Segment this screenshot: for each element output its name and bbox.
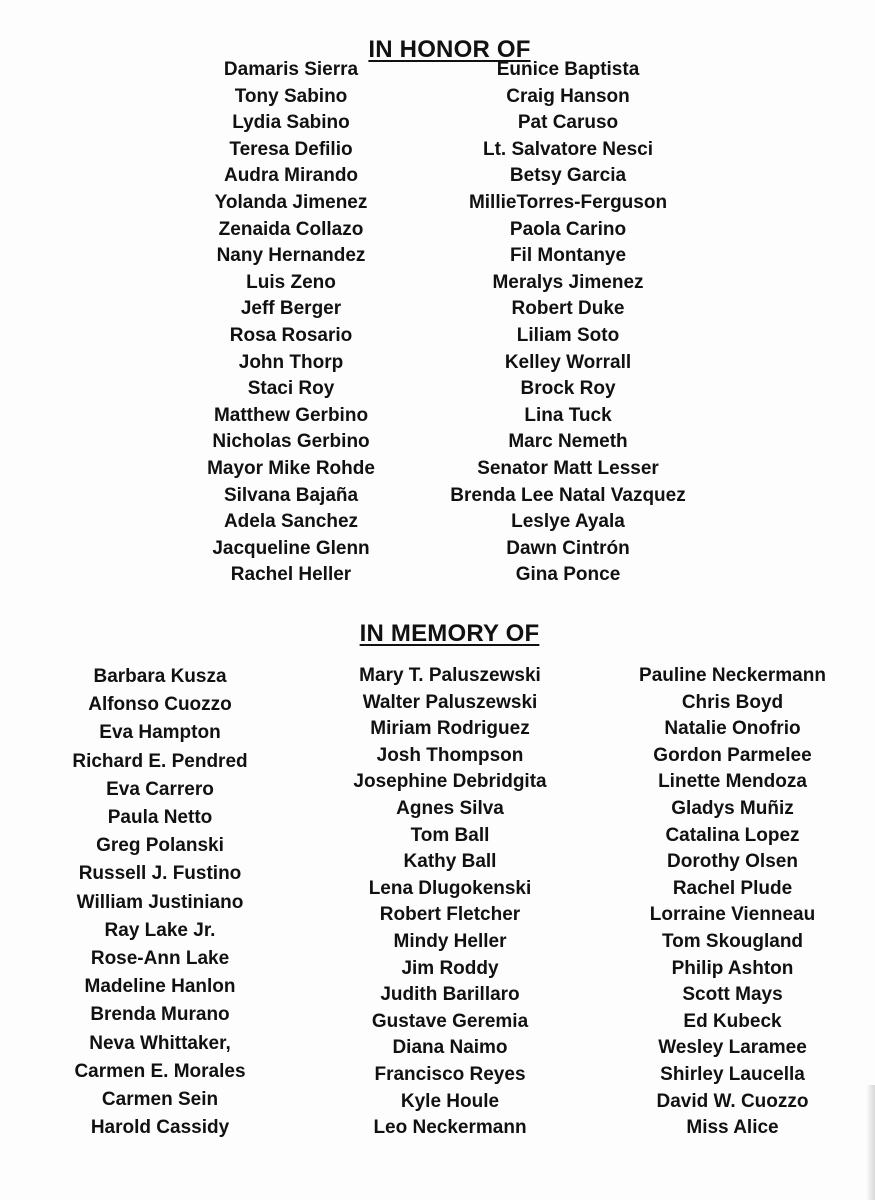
honor-name: Zenaida Collazo (218, 218, 364, 240)
memory-name: David W. Cuozzo (656, 1090, 809, 1112)
memory-name: Madeline Hanlon (84, 976, 236, 998)
honor-name: Nany Hernandez (216, 245, 366, 267)
in-memory-of-heading (12, 620, 875, 648)
memory-name: Linette Mendoza (658, 771, 807, 793)
memory-name: Catalina Lopez (665, 824, 800, 846)
honor-name: Luis Zeno (246, 271, 336, 293)
honor-name: Liliam Soto (516, 324, 620, 346)
memory-name: Francisco Reyes (374, 1063, 526, 1085)
memory-name: Scott Mays (682, 984, 783, 1006)
memory-name: Josephine Debridgita (353, 771, 547, 793)
memory-name: Eva Hampton (99, 722, 221, 744)
memory-name: Kyle Houle (400, 1090, 500, 1112)
memory-names-left-column (40, 663, 280, 1142)
honor-names-right-column (418, 57, 718, 589)
memory-name: Lena Dlugokenski (368, 877, 532, 899)
memory-name: Pauline Neckermann (639, 665, 826, 686)
memory-name: Rachel Plude (672, 877, 793, 899)
honor-name: Nicholas Gerbino (212, 431, 370, 453)
memory-name: Miriam Rodriguez (370, 718, 530, 740)
honor-name: Lt. Salvatore Nesci (482, 138, 654, 160)
memory-name: William Justiniano (76, 891, 244, 913)
honor-name: Lydia Sabino (232, 112, 350, 134)
honor-name: Leslye Ayala (511, 511, 625, 533)
memory-name: Paula Netto (107, 807, 213, 829)
memory-name: Neva Whittaker, (89, 1032, 231, 1054)
honor-name: Mayor Mike Rohde (207, 457, 375, 479)
honor-name: MillieTorres-Ferguson (468, 191, 668, 213)
honor-name: Dawn Cintrón (506, 537, 630, 559)
honor-name: Senator Matt Lesser (477, 457, 659, 479)
memory-name: Chris Boyd (681, 691, 784, 713)
memory-name: Eva Carrero (106, 778, 214, 800)
memory-name: Mary T. Paluszewski (359, 665, 541, 686)
honor-name: Meralys Jimenez (492, 271, 644, 293)
honor-name: Paola Carino (509, 218, 627, 240)
memory-name: Greg Polanski (96, 835, 224, 857)
honor-name: Kelley Worrall (504, 351, 632, 373)
honor-name: Robert Duke (511, 298, 625, 320)
memory-name: Robert Fletcher (379, 904, 521, 926)
honor-name: Adela Sanchez (223, 511, 359, 533)
honor-name: Fil Montanye (509, 245, 627, 267)
honor-name: Brock Roy (520, 378, 616, 400)
memory-name: Wesley Laramee (658, 1037, 807, 1059)
in-memory-of-heading-text: IN MEMORY OF (359, 620, 540, 648)
honor-name: Jeff Berger (240, 298, 342, 320)
memory-name: Rose-Ann Lake (90, 948, 230, 970)
memory-name: Gordon Parmelee (653, 744, 812, 766)
honor-name: Marc Nemeth (508, 431, 628, 453)
memory-name: Philip Ashton (671, 957, 794, 979)
honor-name: Lina Tuck (524, 404, 612, 426)
memory-name: Josh Thompson (376, 744, 524, 766)
memory-name: Miss Alice (686, 1117, 779, 1139)
honor-name: Tony Sabino (234, 85, 348, 107)
memory-name: Mindy Heller (393, 930, 507, 952)
memory-name: Diana Naimo (392, 1037, 508, 1059)
memory-name: Tom Ball (410, 824, 490, 846)
honor-name: Pat Caruso (517, 112, 619, 134)
honor-name: Teresa Defilio (229, 138, 353, 160)
honor-name: Damaris Sierra (223, 59, 359, 80)
memory-names-right-column (600, 663, 865, 1142)
memory-name: Barbara Kusza (93, 666, 227, 687)
honor-name: Silvana Bajaña (223, 484, 359, 506)
memory-name: Alfonso Cuozzo (88, 694, 232, 716)
honor-name: Matthew Gerbino (213, 404, 369, 426)
honor-name: Brenda Lee Natal Vazquez (450, 484, 686, 506)
memory-name: Dorothy Olsen (667, 851, 798, 873)
memory-name: Walter Paluszewski (362, 691, 538, 713)
honor-name: Rosa Rosario (229, 324, 353, 346)
memory-name: Carmen Sein (101, 1089, 219, 1111)
memory-name: Tom Skougland (661, 930, 804, 952)
memory-name: Brenda Murano (90, 1004, 230, 1026)
honor-name: Rachel Heller (230, 564, 352, 586)
memory-name: Richard E. Pendred (72, 750, 248, 772)
memory-name: Ed Kubeck (683, 1010, 782, 1032)
honor-name: Staci Roy (247, 378, 335, 400)
in-honor-of-heading-text: IN HONOR OF (368, 36, 531, 64)
memory-name: Carmen E. Morales (74, 1060, 246, 1082)
memory-name: Jim Roddy (401, 957, 499, 979)
memory-name: Natalie Onofrio (664, 718, 801, 740)
memory-name: Leo Neckermann (373, 1117, 527, 1139)
honor-name: Yolanda Jimenez (214, 191, 368, 213)
memory-name: Judith Barillaro (380, 984, 520, 1006)
honor-name: Eunice Baptista (496, 59, 640, 80)
memory-name: Shirley Laucella (660, 1063, 805, 1085)
memory-name: Kathy Ball (403, 851, 497, 873)
memory-name: Lorraine Vienneau (649, 904, 816, 926)
memory-name: Harold Cassidy (90, 1117, 230, 1139)
memory-name: Ray Lake Jr. (104, 919, 216, 941)
memory-name: Gustave Geremia (371, 1010, 529, 1032)
honor-name: Craig Hanson (506, 85, 630, 107)
honor-names-left-column (176, 57, 406, 589)
honor-name: Jacqueline Glenn (212, 537, 370, 559)
honor-name: Betsy Garcia (509, 165, 627, 187)
honor-name: Audra Mirando (223, 165, 359, 187)
honor-name: Gina Ponce (515, 564, 621, 586)
memory-name: Agnes Silva (396, 797, 504, 819)
honor-name: John Thorp (238, 351, 344, 373)
page-edge-shadow (866, 1085, 875, 1200)
memory-name: Russell J. Fustino (78, 863, 242, 885)
memory-names-middle-column (320, 663, 580, 1142)
memory-name: Gladys Muñiz (671, 797, 794, 819)
